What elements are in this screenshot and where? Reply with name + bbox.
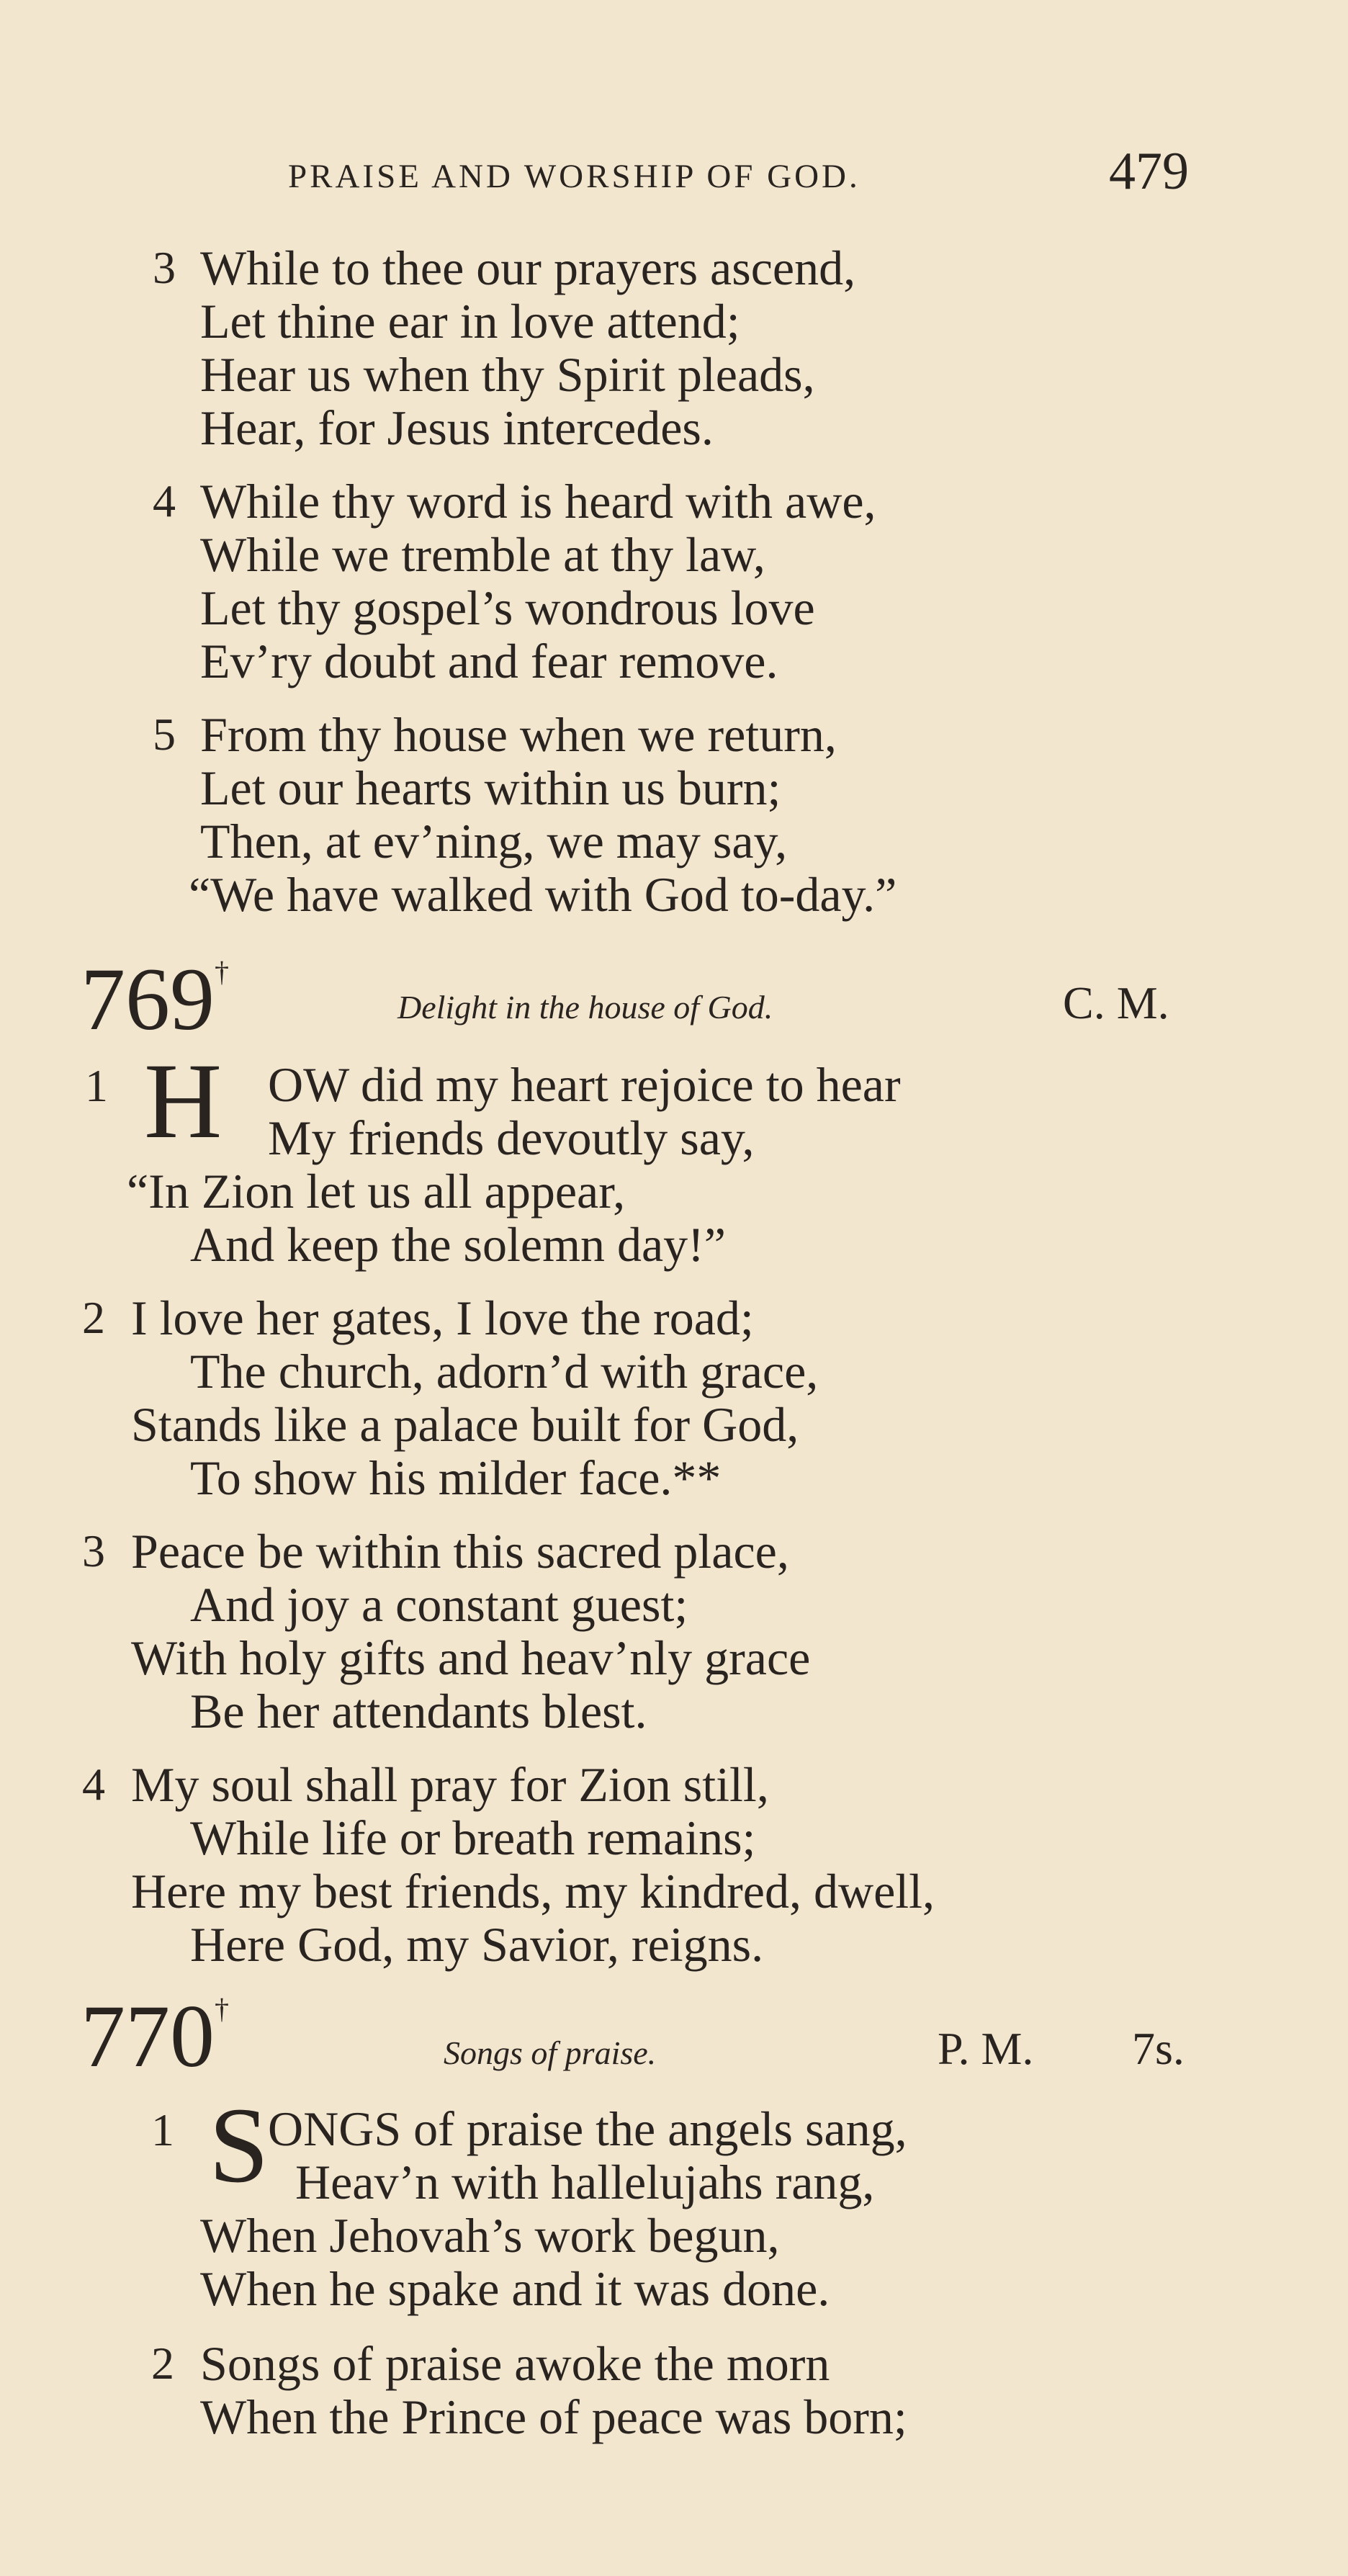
- verse-line: The church, adorn’d with grace,: [190, 1344, 819, 1399]
- hymn-meter: P. M.: [938, 2023, 1034, 2074]
- hymn-title: Delight in the house of God.: [397, 989, 773, 1026]
- verse-line: Peace be within this sacred place,: [131, 1524, 789, 1579]
- verse-line: Let thy gospel’s wondrous love: [200, 580, 815, 635]
- verse-line: Ev’ry doubt and fear remove.: [200, 634, 778, 688]
- verse-line: “We have walked with God to-day.”: [189, 867, 897, 922]
- stanza-number: 3: [82, 1525, 105, 1576]
- stanza-number: 1: [85, 1060, 108, 1111]
- stanza-number: 3: [153, 242, 176, 293]
- verse-line: Then, at ev’ning, we may say,: [200, 814, 788, 869]
- verse-line: Songs of praise awoke the morn: [200, 2336, 830, 2391]
- stanza-number: 4: [82, 1759, 105, 1810]
- verse-line: I love her gates, I love the road;: [131, 1291, 754, 1345]
- verse-line: When he spake and it was done.: [200, 2261, 830, 2316]
- page-number: 479: [1109, 142, 1189, 201]
- verse-line: Here God, my Savior, reigns.: [190, 1917, 764, 1972]
- hymn-meter-extra: 7s.: [1132, 2023, 1185, 2074]
- verse-line: ONGS of praise the angels sang,: [268, 2101, 907, 2156]
- drop-cap: H: [144, 1041, 223, 1161]
- stanza-number: 2: [151, 2338, 174, 2389]
- running-title: PRAISE AND WORSHIP OF GOD.: [288, 158, 861, 195]
- verse-line: And joy a constant guest;: [190, 1577, 688, 1632]
- verse-line: OW did my heart rejoice to hear: [268, 1057, 901, 1112]
- verse-line: While to thee our prayers ascend,: [200, 241, 856, 295]
- dagger-mark: †: [215, 956, 229, 988]
- verse-line: Be her attendants blest.: [190, 1684, 647, 1738]
- hymn-number-text: 769: [81, 950, 215, 1049]
- verse-line: Let thine ear in love attend;: [200, 294, 740, 349]
- stanza-number: 4: [153, 475, 176, 526]
- hymn-title: Songs of praise.: [444, 2034, 657, 2071]
- hymn-number: [81, 1987, 229, 2086]
- stanza-number: 1: [151, 2104, 174, 2155]
- verse-line: When the Prince of peace was born;: [200, 2389, 907, 2444]
- verse-line: While thy word is heard with awe,: [200, 474, 876, 529]
- dagger-mark: †: [215, 1993, 229, 2025]
- verse-line: Stands like a palace built for God,: [131, 1397, 799, 1452]
- stanza-number: 2: [82, 1292, 105, 1343]
- verse-line: From thy house when we return,: [200, 707, 837, 762]
- verse-line: Let our hearts within us burn;: [200, 760, 781, 815]
- verse-line: “In Zion let us all appear,: [127, 1164, 626, 1219]
- verse-line: Hear us when thy Spirit pleads,: [200, 347, 815, 402]
- verse-line: While life or breath remains;: [190, 1810, 756, 1865]
- verse-line: My friends devoutly say,: [268, 1110, 755, 1165]
- hymn-meter: C. M.: [1063, 977, 1169, 1028]
- verse-line: And keep the solemn day!”: [190, 1217, 726, 1272]
- verse-line: Hear, for Jesus intercedes.: [200, 400, 714, 455]
- verse-line: While we tremble at thy law,: [200, 527, 765, 582]
- drop-cap: S: [209, 2086, 269, 2205]
- verse-line: Here my best friends, my kindred, dwell,: [131, 1864, 935, 1918]
- hymn-number: [81, 950, 229, 1049]
- hymn-number-text: 770: [81, 1987, 215, 2086]
- verse-line: My soul shall pray for Zion still,: [131, 1757, 769, 1812]
- verse-line: To show his milder face.**: [190, 1450, 722, 1505]
- verse-line: When Jehovah’s work begun,: [200, 2208, 780, 2263]
- stanza-number: 5: [153, 709, 176, 760]
- verse-line: With holy gifts and heav’nly grace: [131, 1630, 811, 1685]
- verse-line: Heav’n with hallelujahs rang,: [295, 2155, 875, 2209]
